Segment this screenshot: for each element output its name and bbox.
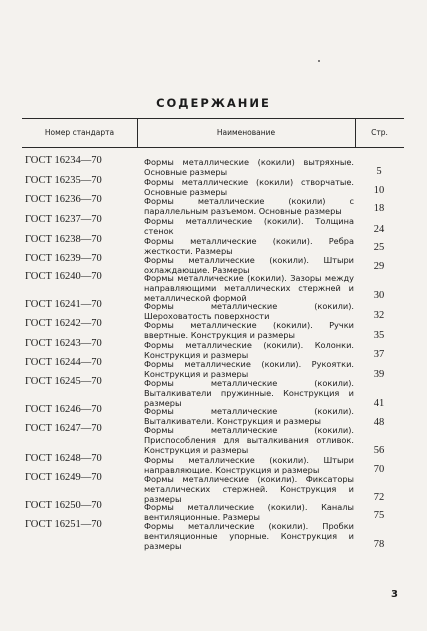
page-ref: 35 [373,330,385,341]
standard-number: ГОСТ 16244—70 [25,357,102,368]
standard-number: ГОСТ 16248—70 [25,453,102,464]
standard-number: ГОСТ 16251—70 [25,519,102,530]
page-number: 3 [391,589,398,600]
standard-number: ГОСТ 16238—70 [25,234,102,245]
standard-title: Формы металлические (кокили). Приспособления для выталкивания отливок. Конструкция и размеры [144,425,354,456]
standard-title: Формы металлические (кокили). Каналы вентиляционные. Размеры [144,502,354,523]
standard-title: Формы металлические (кокили) с параллельным разъемом. Основные размеры [144,196,354,217]
page-ref: 24 [373,224,385,235]
header-name: Наименование [216,128,276,137]
table-header-rule [22,147,404,148]
page-ref: 70 [373,464,385,475]
page-ref: 5 [376,166,382,177]
standard-number: ГОСТ 16241—70 [25,299,102,310]
standard-title: Формы металлические (кокили). Ребра жесткости. Размеры [144,236,354,257]
standard-number: ГОСТ 16250—70 [25,500,102,511]
standard-number: ГОСТ 16242—70 [25,318,102,329]
header-page: Стр. [371,128,388,137]
standard-title: Формы металлические (кокили). Ручки ввертные. Конструкция и размеры [144,320,354,341]
standard-number: ГОСТ 16234—70 [25,155,102,166]
standard-title: Формы металлические (кокили). Зазоры между направляющими металлических стержней и металлической формой [144,273,354,304]
standard-title: Формы металлические (кокили). Пробки вентиляционные упорные. Конструкция и размеры [144,521,354,552]
standard-title: Формы металлические (кокили). Колонки. Конструкция и размеры [144,340,354,361]
page-ref: 39 [373,369,385,380]
standard-title: Формы металлические (кокили) створчатые. Основные размеры [144,177,354,198]
page-ref: 29 [373,261,385,272]
page-ref: 25 [373,242,385,253]
page-ref: 18 [373,203,385,214]
standard-title: Формы металлические (кокили). Рукоятки. Конструкция и размеры [144,359,354,380]
standard-number: ГОСТ 16236—70 [25,194,102,205]
standard-title: Формы металлические (кокили). Шероховатость поверхности [144,301,354,322]
standard-number: ГОСТ 16247—70 [25,423,102,434]
standard-title: Формы металлические (кокили). Штыри направляющие. Конструкция и размеры [144,455,354,476]
standard-number: ГОСТ 16249—70 [25,472,102,483]
standard-number: ГОСТ 16235—70 [25,175,102,186]
standard-number: ГОСТ 16239—70 [25,253,102,264]
standard-title: Формы металлические (кокили). Выталкиватели пружинные. Конструкция и размеры [144,378,354,409]
page-ref: 48 [373,417,385,428]
page-ref: 78 [373,539,385,550]
standard-number: ГОСТ 16237—70 [25,214,102,225]
page-ref: 56 [373,445,385,456]
standard-number: ГОСТ 16243—70 [25,338,102,349]
standard-title: Формы металлические (кокили). Штыри охлаждающие. Размеры [144,255,354,276]
standard-number: ГОСТ 16246—70 [25,404,102,415]
page-ref: 37 [373,349,385,360]
table-top-rule [22,118,404,119]
page-ref: 72 [373,492,385,503]
page-ref: 10 [373,185,385,196]
page-ref: 75 [373,510,385,521]
page-ref: 41 [373,398,385,409]
page-title: СОДЕРЖАНИЕ [156,96,271,110]
standard-title: Формы металлические (кокили). Толщина стенок [144,216,354,237]
standard-title: Формы металлические (кокили) вытряхные. Основные размеры [144,157,354,178]
standard-number: ГОСТ 16245—70 [25,376,102,387]
standard-number: ГОСТ 16240—70 [25,271,102,282]
page-ref: 32 [373,310,385,321]
scan-speck [318,60,320,62]
page-ref: 30 [373,290,385,301]
standard-title: Формы металлические (кокили). Фиксаторы металлических стержней. Конструкция и размеры [144,474,354,505]
header-standard: Номер стандарта [44,128,115,137]
standard-title: Формы металлические (кокили). Выталкиватели. Конструкция и размеры [144,406,354,427]
